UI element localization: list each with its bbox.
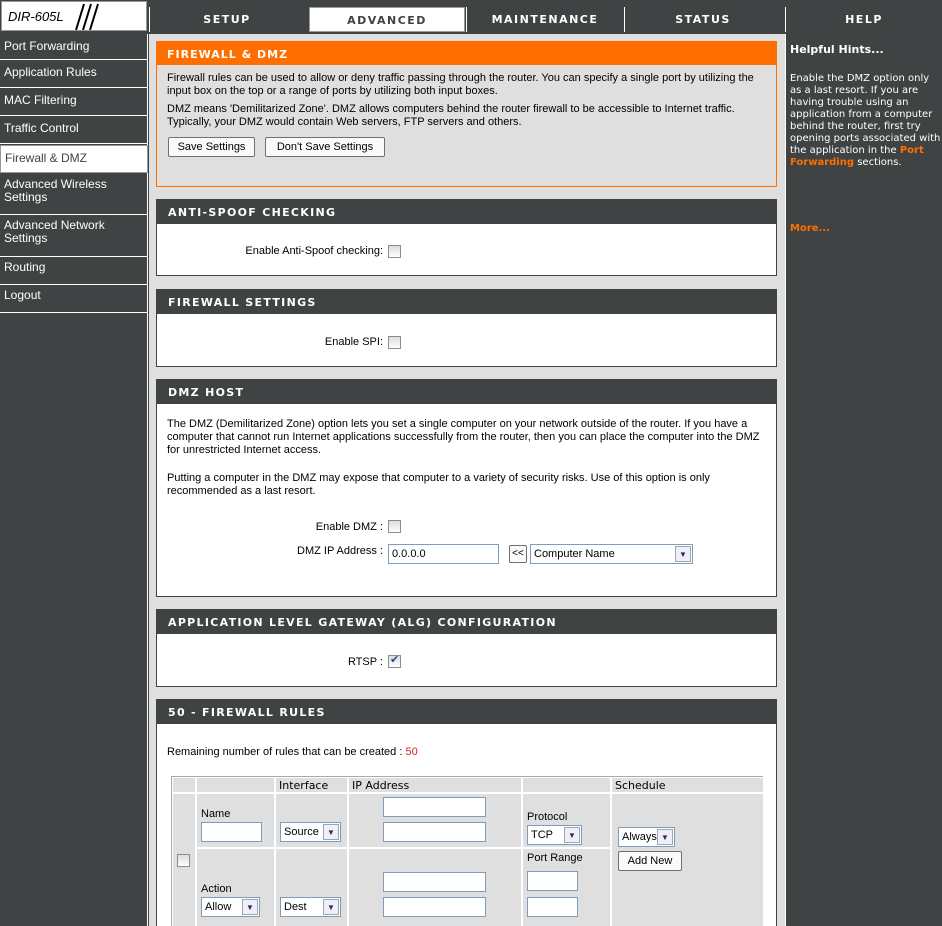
sidebar-item-port-forwarding[interactable]: Port Forwarding [0, 34, 148, 60]
schedule-value: Always [622, 831, 657, 843]
port-range-cell [522, 848, 611, 926]
port-start-input[interactable] [527, 871, 578, 891]
header-cell [522, 777, 611, 793]
rule-name-input[interactable] [201, 822, 262, 842]
help-text-body: Enable the DMZ option only as a last resort. If you are having trouble using an application from a computer behind the router, first try opening ports associated with the application in the [790, 73, 941, 156]
firewall-settings-section [156, 289, 777, 367]
anti-spoof-checkbox[interactable] [388, 245, 401, 258]
sidebar-item-firewall-dmz[interactable]: Firewall & DMZ [0, 145, 148, 173]
sidebar-item-advanced-wireless[interactable]: Advanced Wireless Settings [0, 174, 148, 215]
name-label: Name [201, 808, 231, 820]
computer-name-select[interactable] [530, 544, 693, 564]
main-content [149, 34, 785, 926]
spi-label: Enable SPI: [324, 336, 383, 348]
dmz-ip-label: DMZ IP Address : [297, 545, 383, 557]
help-text [790, 73, 942, 169]
remaining-rules [167, 746, 418, 759]
dmz-host-section [156, 379, 777, 597]
dest-ip-end-input[interactable] [383, 897, 486, 917]
section-title: FIREWALL SETTINGS [157, 290, 776, 314]
port-forwarding-link[interactable]: Port Forwarding [790, 145, 924, 168]
dmz-warning: Putting a computer in the DMZ may expose that computer to a variety of security risks. Use of this option is only recommended as a last resort. [167, 472, 710, 497]
rtsp-label: RTSP : [347, 656, 383, 668]
brand-logo [1, 1, 147, 31]
enable-dmz-checkbox[interactable] [388, 520, 401, 533]
tab-status[interactable]: STATUS [624, 7, 781, 32]
alg-section [156, 609, 777, 687]
source-value: Source [284, 826, 319, 838]
section-title: 50 - FIREWALL RULES [157, 700, 776, 724]
remaining-label: Remaining number of rules that can be created : [167, 746, 403, 758]
chevron-down-icon: ▼ [323, 899, 339, 915]
sidebar [0, 34, 148, 926]
dest-value: Dest [284, 901, 307, 913]
top-bar [0, 0, 942, 34]
copy-computer-button[interactable]: << [509, 545, 527, 563]
tab-help[interactable]: HELP [785, 7, 942, 32]
dest-interface-cell [275, 848, 348, 926]
intro-paragraph: Firewall rules can be used to allow or deny traffic passing through the router. You can specify a single port by utilizing the input box on the top or a range of ports by utilizing both input boxes. [167, 72, 754, 97]
enable-dmz-label: Enable DMZ : [315, 521, 383, 533]
sidebar-item-application-rules[interactable]: Application Rules [0, 60, 148, 88]
sidebar-item-routing[interactable]: Routing [0, 257, 148, 285]
select-cell [172, 793, 196, 926]
help-text-tail: sections. [857, 157, 902, 168]
section-title: DMZ HOST [157, 380, 776, 404]
source-ip-end-input[interactable] [383, 822, 486, 842]
port-range-label: Port Range [527, 852, 583, 864]
model-name: DIR-605L [8, 9, 64, 24]
col-schedule: Schedule [611, 777, 764, 793]
protocol-cell [522, 793, 611, 848]
source-ip-start-input[interactable] [383, 797, 486, 817]
sidebar-item-traffic-control[interactable]: Traffic Control [0, 116, 148, 144]
tab-setup[interactable]: SETUP [149, 7, 304, 32]
chevron-down-icon: ▼ [242, 899, 258, 915]
rules-table [171, 776, 763, 926]
sidebar-item-advanced-network[interactable]: Advanced Network Settings [0, 215, 148, 257]
col-ip-address: IP Address [348, 777, 522, 793]
anti-spoof-label: Enable Anti-Spoof checking: [245, 245, 383, 257]
action-select[interactable] [201, 897, 260, 917]
spi-checkbox[interactable] [388, 336, 401, 349]
save-settings-button[interactable]: Save Settings [168, 137, 255, 157]
dmz-ip-input[interactable]: 0.0.0.0 [388, 544, 499, 564]
section-title: ANTI-SPOOF CHECKING [157, 200, 776, 224]
more-link[interactable]: More... [790, 223, 830, 234]
rule-select-checkbox[interactable] [177, 854, 190, 867]
chevron-down-icon: ▼ [657, 829, 673, 845]
firewall-rules-section [156, 699, 777, 926]
protocol-value: TCP [531, 829, 553, 841]
add-new-button[interactable]: Add New [618, 851, 682, 871]
action-label: Action [201, 883, 232, 895]
chevron-down-icon: ▼ [564, 827, 580, 843]
source-interface-select[interactable] [280, 822, 341, 842]
header-cell [196, 777, 275, 793]
dmz-intro-paragraph: DMZ means 'Demilitarized Zone'. DMZ allows computers behind the router firewall to be accessible to Internet traffic. Typically, your DMZ would contain Web servers, FTP servers and others. [167, 103, 735, 128]
rtsp-checkbox[interactable] [388, 655, 401, 668]
section-title: FIREWALL & DMZ [157, 42, 776, 65]
dest-ip-start-input[interactable] [383, 872, 486, 892]
dont-save-settings-button[interactable]: Don't Save Settings [265, 137, 385, 157]
tab-advanced[interactable]: ADVANCED [309, 7, 465, 32]
dest-ip-cell [348, 848, 522, 926]
remaining-count: 50 [405, 746, 418, 758]
sidebar-item-mac-filtering[interactable]: MAC Filtering [0, 88, 148, 116]
section-title: APPLICATION LEVEL GATEWAY (ALG) CONFIGURATION [157, 610, 776, 634]
header-cell [172, 777, 196, 793]
tab-maintenance[interactable]: MAINTENANCE [466, 7, 623, 32]
schedule-select[interactable] [618, 827, 675, 847]
source-interface-cell [275, 793, 348, 848]
help-panel [785, 34, 942, 926]
computer-name-value: Computer Name [534, 548, 615, 560]
schedule-cell [611, 793, 764, 926]
name-cell [196, 793, 275, 848]
slash-logo-icon [64, 2, 104, 32]
protocol-select[interactable] [527, 825, 582, 845]
chevron-down-icon: ▼ [675, 546, 691, 562]
chevron-down-icon: ▼ [323, 824, 339, 840]
action-cell [196, 848, 275, 926]
source-ip-cell [348, 793, 522, 848]
col-interface: Interface [275, 777, 348, 793]
firewall-dmz-section [156, 41, 777, 187]
action-value: Allow [205, 901, 232, 913]
help-title: Helpful Hints... [790, 43, 884, 56]
dmz-description: The DMZ (Demilitarized Zone) option lets you set a single computer on your network outside of the router. If you have a computer that cannot run Internet applications successfully from the router, then you can place the computer into the DMZ for unrestricted Internet access. [167, 418, 760, 456]
dest-interface-select[interactable] [280, 897, 341, 917]
port-end-input[interactable] [527, 897, 578, 917]
protocol-label: Protocol [527, 811, 568, 823]
sidebar-item-logout[interactable]: Logout [0, 285, 148, 313]
anti-spoof-section [156, 199, 777, 276]
